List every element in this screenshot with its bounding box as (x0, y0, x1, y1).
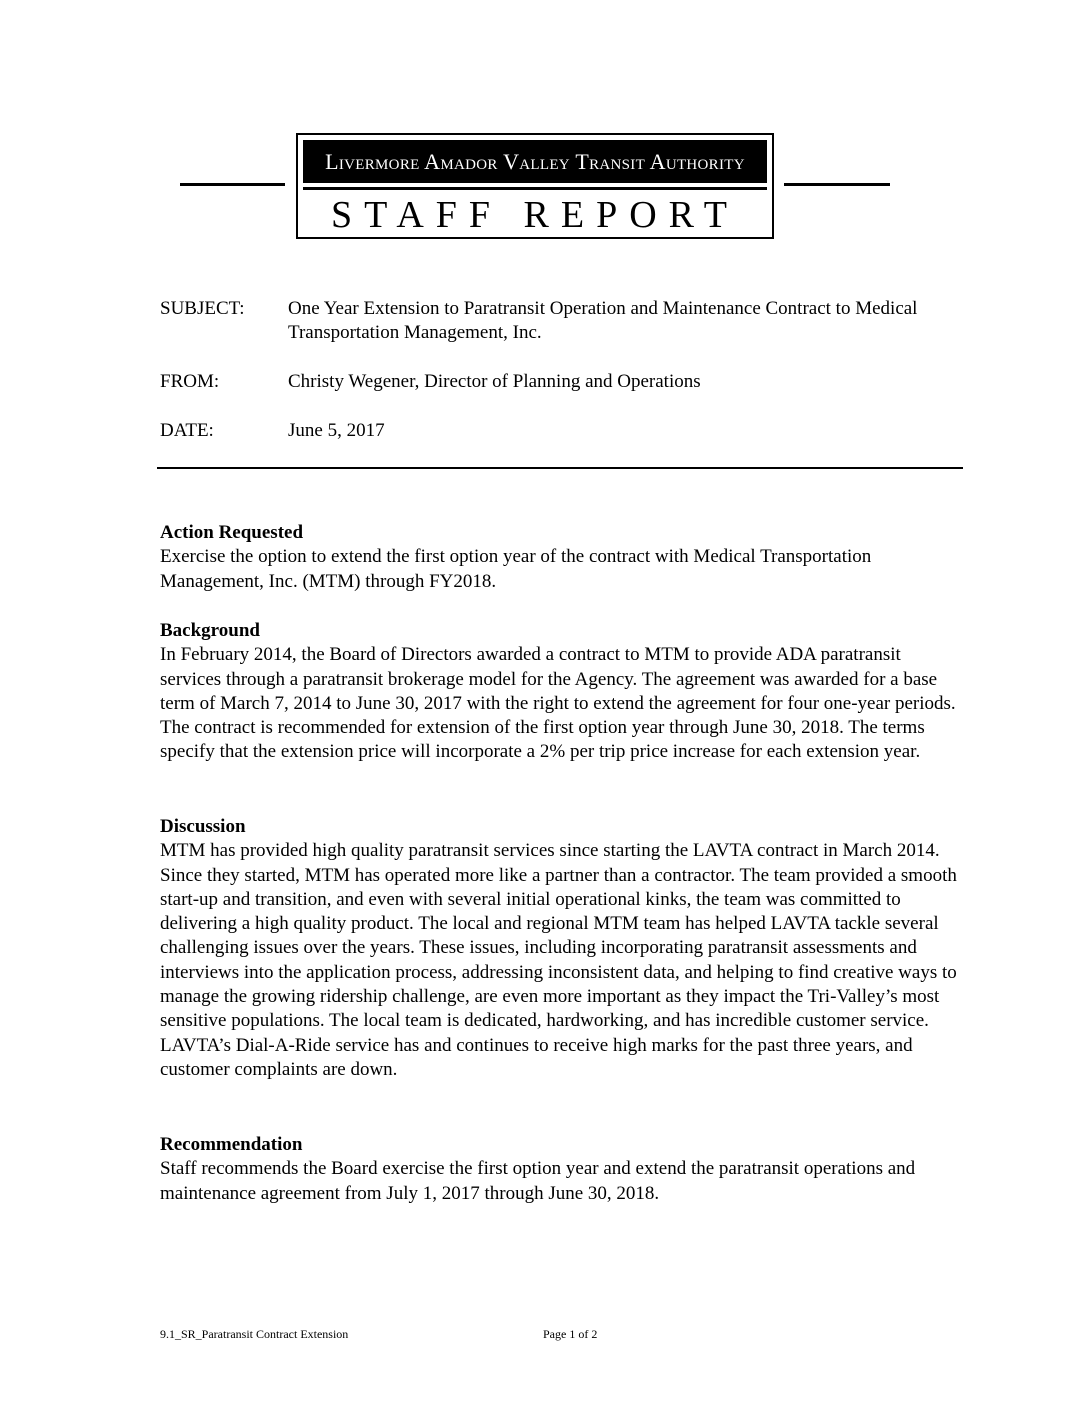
letterhead-divider (303, 187, 767, 190)
section-heading: Recommendation (160, 1134, 303, 1155)
date-label: DATE: (160, 420, 214, 441)
section-body: MTM has provided high quality paratransit services since starting the LAVTA contract in March 2014. Since they started, MTM has operated more like a partner than a contractor. The team provided a smooth start-up and transition, and even with several initial operational kinks, the team was committed to delivering a high quality product. The local and regional MTM team has helped LAVTA tackle several challenging issues over the years. These issues, including incorporating paratransit assessments and interviews into the application process, addressing inconsistent data, and helping to find creative ways to manage the growing ridership challenge, are even more important as they impact the Tri-Valley’s most sensitive populations. The local team is dedicated, hardworking, and has incredible customer service. LAVTA’s Dial-A-Ride service has and continues to receive high marks for the past three years, and customer complaints are down. (160, 840, 957, 1080)
section-discussion (160, 815, 965, 1082)
footer-filename: 9.1_SR_Paratransit Contract Extension (160, 1327, 349, 1341)
section-body: Exercise the option to extend the first option year of the contract with Medical Transportation Management, Inc. (MTM) through FY2018. (160, 546, 872, 592)
subject-label: SUBJECT: (160, 298, 245, 319)
footer-page-number: Page 1 of 2 (543, 1327, 598, 1341)
subject-value: One Year Extension to Paratransit Operation and Maintenance Contract to Medical Transportation Management, Inc. (288, 298, 918, 343)
letterhead-box (296, 133, 774, 239)
from-value: Christy Wegener, Director of Planning and Operations (288, 371, 701, 392)
document-title: STAFF REPORT (331, 194, 739, 236)
section-heading: Background (160, 620, 260, 641)
letterhead-rule-left (180, 183, 285, 186)
date-value: June 5, 2017 (288, 420, 385, 441)
section-body: In February 2014, the Board of Directors awarded a contract to MTM to provide ADA paratransit services through a paratransit brokerage model for the Agency. The agreement was awarded for a base term of March 7, 2014 to June 30, 2017 with the right to extend the agreement for four one-year periods. The contract is recommended for extension of the first option year through June 30, 2018. The terms specify that the extension price will incorporate a 2% per trip price increase for each extension year. (160, 644, 956, 763)
organization-name: Livermore Amador Valley Transit Authority (303, 140, 767, 183)
header-divider (157, 467, 963, 469)
letterhead-rule-right (784, 183, 890, 186)
section-heading: Discussion (160, 816, 246, 837)
from-label: FROM: (160, 371, 220, 392)
section-heading: Action Requested (160, 522, 304, 543)
section-background (160, 619, 965, 765)
section-body: Staff recommends the Board exercise the first option year and extend the paratransit operations and maintenance agreement from July 1, 2017 through June 30, 2018. (160, 1158, 916, 1204)
section-action-requested (160, 521, 965, 594)
section-recommendation (160, 1133, 965, 1206)
